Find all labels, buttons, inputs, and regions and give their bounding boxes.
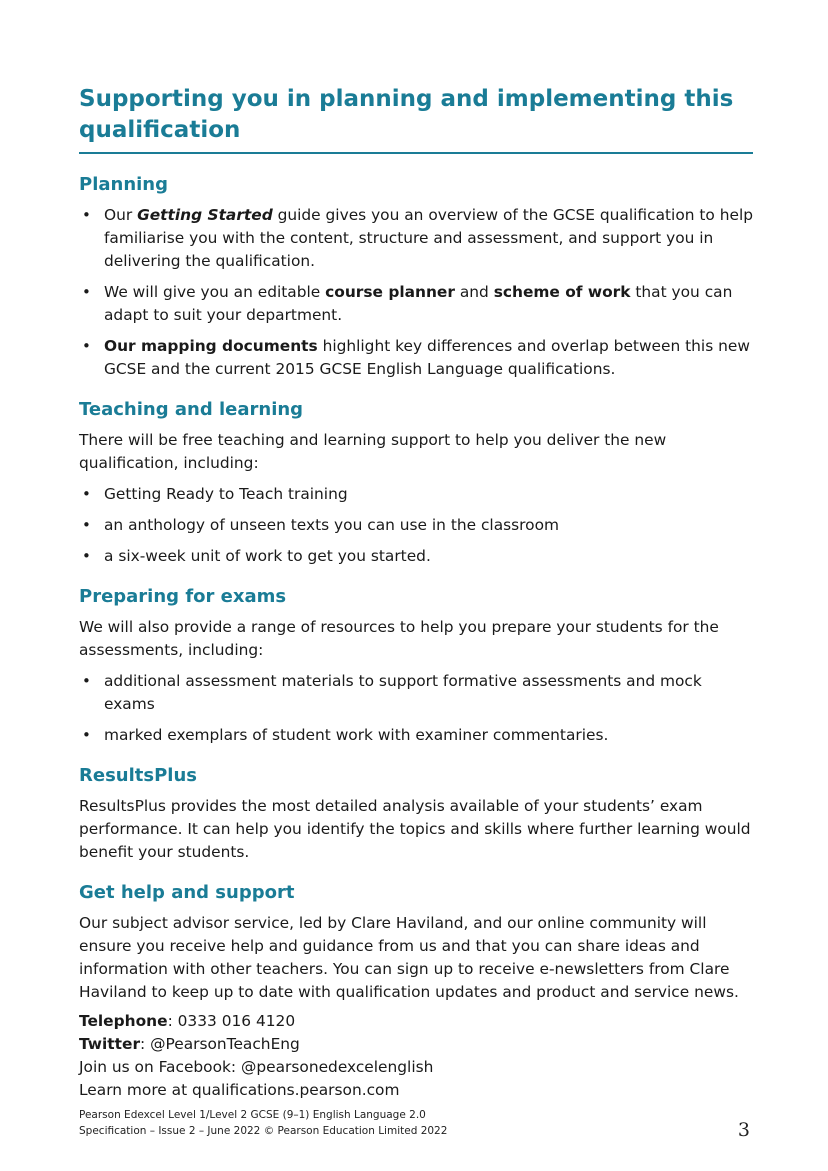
heading-resultsplus: ResultsPlus bbox=[79, 765, 197, 786]
help-text: Our subject advisor service, led by Clare Haviland, and our online community will ensure you receive help and guidance from us and that you can share ideas and information with other teachers. You can sign up to receive e-newsletters from Clare Haviland to keep up to date with qualification updates and product and service news. bbox=[79, 914, 739, 1001]
bullet-icon: • bbox=[82, 726, 91, 744]
footer-line-2: Specification – Issue 2 – June 2022 © Pearson Education Limited 2022 bbox=[79, 1125, 448, 1137]
heading-help: Get help and support bbox=[79, 882, 295, 903]
bullet-icon: • bbox=[82, 547, 91, 565]
telephone-line: Telephone: 0333 016 4120 bbox=[79, 1012, 296, 1030]
bullet-icon: • bbox=[82, 485, 91, 503]
list-item: • Our mapping documents highlight key differences and overlap between this new GCSE and the current 2015 GCSE English Language qualifications. bbox=[82, 337, 750, 378]
teaching-intro: There will be free teaching and learning support to help you deliver the new qualification, including: bbox=[79, 431, 667, 472]
bullet-icon: • bbox=[82, 516, 91, 534]
page-content bbox=[79, 84, 753, 1102]
list-item: • Our Getting Started guide gives you an overview of the GCSE qualification to help familiarise you with the content, structure and assessment, and support you in delivering the qualification. bbox=[82, 206, 753, 270]
planning-list bbox=[79, 204, 753, 381]
facebook-line: Join us on Facebook: @pearsonedexcelenglish bbox=[79, 1058, 434, 1076]
bullet-icon: • bbox=[82, 337, 91, 355]
footer-line-1: Pearson Edexcel Level 1/Level 2 GCSE (9–1) English Language 2.0 bbox=[79, 1109, 426, 1121]
teaching-list bbox=[79, 483, 753, 568]
list-item: • We will give you an editable course planner and scheme of work that you can adapt to suit your department. bbox=[82, 283, 733, 324]
bullet-icon: • bbox=[82, 672, 91, 690]
exams-intro: We will also provide a range of resources to help you prepare your students for the assessments, including: bbox=[79, 618, 719, 659]
bullet-icon: • bbox=[82, 283, 91, 301]
resultsplus-text: ResultsPlus provides the most detailed analysis available of your students’ exam performance. It can help you identify the topics and skills where further learning would benefit your students. bbox=[79, 797, 751, 861]
page-title: Supporting you in planning and implementing this qualification bbox=[79, 84, 753, 154]
learn-more-line: Learn more at qualifications.pearson.com bbox=[79, 1081, 400, 1099]
heading-exams: Preparing for exams bbox=[79, 586, 287, 607]
list-item: • marked exemplars of student work with examiner commentaries. bbox=[79, 724, 753, 747]
page-number: 3 bbox=[737, 1119, 750, 1141]
list-item: • a six-week unit of work to get you started. bbox=[79, 545, 753, 568]
list-item: • Getting Ready to Teach training bbox=[79, 483, 753, 506]
heading-teaching: Teaching and learning bbox=[79, 399, 304, 420]
twitter-line: Twitter: @PearsonTeachEng bbox=[79, 1035, 300, 1053]
bullet-icon: • bbox=[82, 206, 91, 224]
footer bbox=[79, 1107, 753, 1139]
list-item: • an anthology of unseen texts you can use in the classroom bbox=[79, 514, 753, 537]
contact-block bbox=[79, 1010, 753, 1102]
exams-list bbox=[79, 670, 753, 747]
heading-planning: Planning bbox=[79, 174, 169, 195]
list-item: • additional assessment materials to support formative assessments and mock exams bbox=[82, 672, 702, 713]
